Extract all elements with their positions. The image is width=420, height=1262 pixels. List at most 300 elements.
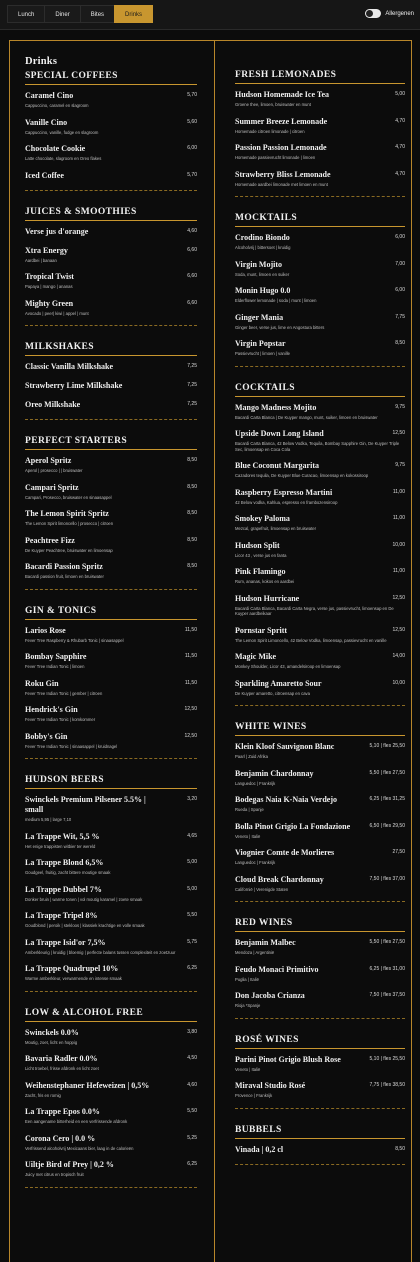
item-price: 14,00 xyxy=(392,653,405,659)
menu-item[interactable] xyxy=(25,732,197,750)
menu-item[interactable] xyxy=(25,272,197,290)
menu-item[interactable] xyxy=(235,742,405,760)
item-name: Don Jacoba Crianza xyxy=(235,991,305,1000)
item-name: Classic Vanilla Milkshake xyxy=(25,362,114,371)
item-name: La Trappe Quadrupel 10% xyxy=(25,964,119,973)
item-description: The Lemon Spirit Limoncello, 42 Below Vodka, limoensap, passievrucht en vanille xyxy=(235,637,387,643)
item-price: 6,00 xyxy=(187,145,197,151)
item-name: Oreo Milkshake xyxy=(25,400,81,409)
menu-item[interactable] xyxy=(235,875,405,893)
item-description: Rioja *Spanje xyxy=(235,1003,261,1008)
menu-item[interactable] xyxy=(25,1081,197,1099)
item-price: 4,60 xyxy=(187,1081,197,1088)
item-description: Homemade passievrucht limonade | limoen xyxy=(235,155,316,160)
item-description: Latte chocolate, slagroom en Oreo flakes xyxy=(25,156,102,161)
section-title: MOCKTAILS xyxy=(235,213,405,227)
item-price: 8,50 xyxy=(187,563,197,569)
item-name: Peachtree Fizz xyxy=(25,535,75,545)
item-description: Groene thee, limoen, bruiswater en munt xyxy=(235,102,311,107)
menu-item[interactable] xyxy=(235,594,405,617)
item-price: 8,50 xyxy=(187,457,197,463)
item-description: Een aangename bitterheid en een verfrissende afdronk xyxy=(25,1119,128,1124)
menu-item[interactable] xyxy=(25,885,197,903)
menu-item[interactable] xyxy=(25,1134,197,1152)
item-description: Fever Tree Indian Tonic | sinaasappel | kruidnagel xyxy=(25,743,118,749)
section-gin xyxy=(25,606,197,760)
column-spacer xyxy=(235,46,405,70)
item-description: Paarl | Zuid Afrika xyxy=(235,754,268,759)
section-title: WHITE WINES xyxy=(235,722,405,736)
item-price: 7,00 xyxy=(395,260,405,267)
menu-item[interactable] xyxy=(235,991,405,1009)
menu-item[interactable] xyxy=(25,1107,197,1125)
item-description: Zacht, fris en romig xyxy=(25,1092,61,1098)
item-description: Cappuccino, vanille, fudge en slagroom xyxy=(25,129,99,135)
menu-tabs xyxy=(7,5,152,23)
item-description: Alcoholvrij | bittersoet | kruidig xyxy=(235,245,291,250)
item-price: 8,50 xyxy=(187,510,197,516)
menu-item[interactable] xyxy=(235,1145,405,1155)
item-price: 5,00 xyxy=(187,859,197,865)
item-name: La Trappe Tripel 8% xyxy=(25,911,98,920)
item-name: Passion Passion Lemonade xyxy=(235,143,327,152)
item-price: 5,50 xyxy=(187,1108,197,1114)
section-rose-wines xyxy=(235,1035,405,1109)
section-divider xyxy=(235,901,405,902)
menu-item[interactable] xyxy=(235,769,405,787)
item-price: 4,50 xyxy=(187,1055,197,1061)
item-name: Miraval Studio Rosé xyxy=(235,1081,306,1090)
item-price: 6,50 | fles 29,50 xyxy=(369,822,405,829)
menu-item[interactable] xyxy=(25,858,197,876)
item-description: Elderflower lemonade | soda | munt | limoen xyxy=(235,298,317,303)
item-price: 6,25 | fles 31,25 xyxy=(369,796,405,802)
item-description: Fever Tree Raspberry & Rhubarb Tonic | sinaasappel xyxy=(25,637,124,643)
item-name: Vinada | 0,2 cl xyxy=(235,1144,284,1154)
tab-bites[interactable]: Bites xyxy=(80,5,115,23)
item-description: Cappuccino, caramel en slagroom xyxy=(25,103,89,108)
item-name: Virgin Popstar xyxy=(235,339,286,348)
item-price: 7,25 xyxy=(187,401,197,407)
item-description: medium 5,95 | large 7,10 xyxy=(25,817,72,822)
item-name: Blue Coconut Margarita xyxy=(235,461,319,470)
section-divider xyxy=(235,366,405,367)
item-name: Bombay Sapphire xyxy=(25,652,87,661)
menu-item[interactable] xyxy=(25,1160,197,1178)
item-name: Hudson Homemade Ice Tea xyxy=(235,90,330,99)
menu-item[interactable] xyxy=(25,626,197,644)
item-price: 8,50 xyxy=(187,536,197,543)
item-name: Ginger Mania xyxy=(235,312,284,322)
item-description: Mezcal, grapefruit, limoensap en bruiswater xyxy=(235,526,316,531)
section-title: ROSÉ WINES xyxy=(235,1035,405,1049)
item-name: Raspberry Espresso Martini xyxy=(235,487,333,497)
menu-item[interactable] xyxy=(25,562,197,580)
menu-item[interactable] xyxy=(235,286,405,304)
menu-item[interactable] xyxy=(25,509,197,527)
item-name: La Trappe Dubbel 7% xyxy=(25,884,102,894)
item-price: 5,25 xyxy=(187,1134,197,1141)
item-name: Sparkling Amaretto Sour xyxy=(235,678,322,688)
item-description: 42 Below vodka, Kahlua, espresso en frambozensiroop xyxy=(235,499,338,505)
item-name: Swinckels 0.0% xyxy=(25,1027,79,1037)
section-white-wines xyxy=(235,722,405,902)
item-description: Homemade aardbei limonade met limoen en munt xyxy=(235,181,328,187)
menu-item[interactable] xyxy=(235,403,405,421)
item-price: 7,50 | fles 37,50 xyxy=(369,992,405,998)
item-name: Swinckels Premium Pilsener 5.5% | small xyxy=(25,795,146,814)
item-name: Hendrick's Gin xyxy=(25,705,78,714)
item-price: 6,25 | fles 31,00 xyxy=(369,965,405,972)
item-price: 10,00 xyxy=(392,679,405,686)
item-price: 7,75 xyxy=(395,313,405,320)
section-title: HUDSON BEERS xyxy=(25,775,197,789)
item-name: Pornstar Spritt xyxy=(235,625,288,635)
menu-item[interactable] xyxy=(235,1055,405,1073)
item-name: Benjamin Chardonnay xyxy=(235,768,314,778)
item-price: 5,50 xyxy=(187,912,197,918)
item-description: Donker bruin | warme tonen | vol moutig karamel | zoete smaak xyxy=(25,896,143,902)
item-description: Goudgeel, fruitig, zacht bittere moutige smaak xyxy=(25,870,111,875)
section-beers xyxy=(25,775,197,992)
item-price: 5,00 xyxy=(187,885,197,892)
item-name: Parini Pinot Grigio Blush Rose xyxy=(235,1054,341,1064)
item-name: Bodegas Naia K-Naia Verdejo xyxy=(235,795,337,804)
item-price: 6,60 xyxy=(187,246,197,253)
item-price: 6,00 xyxy=(395,234,405,240)
item-description: Veneto | Italië xyxy=(235,833,261,839)
item-description: Licor 43 , verse jus en fanta xyxy=(235,552,287,558)
item-name: Caramel Cino xyxy=(25,91,74,100)
item-description: Fever Tree Indian Tonic | limoen xyxy=(25,664,85,669)
item-price: 5,70 xyxy=(187,171,197,178)
tab-lunch[interactable]: Lunch xyxy=(7,5,45,23)
item-name: Klein Kloof Sauvignon Blanc xyxy=(235,742,335,751)
menu-item[interactable] xyxy=(25,832,197,850)
item-description: Verfrissend alcoholvrij Mexicaans bier, laag in de calorieën xyxy=(25,1145,134,1151)
menu-title: Drinks xyxy=(25,56,58,67)
item-description: Rueda | Spanje xyxy=(235,807,264,812)
item-price: 7,75 | fles 38,50 xyxy=(369,1082,405,1088)
item-name: Bobby's Gin xyxy=(25,731,68,741)
item-name: La Trappe Wit, 5,5 % xyxy=(25,831,100,841)
item-name: Tropical Twist xyxy=(25,272,74,281)
item-price: 3,80 xyxy=(187,1028,197,1035)
item-name: Larios Rose xyxy=(25,625,66,635)
menu-item[interactable] xyxy=(235,626,405,644)
section-divider xyxy=(25,758,197,759)
item-description: Soda, munt, limoen en suiker xyxy=(235,271,290,277)
menu-item[interactable] xyxy=(25,679,197,697)
menu-column-right xyxy=(235,46,405,1181)
menu-item[interactable] xyxy=(235,461,405,479)
item-description: Mendoza | Argentinië xyxy=(235,950,275,955)
item-description: Het enige trappisten witbier ter wereld xyxy=(25,843,96,849)
menu-item[interactable] xyxy=(25,91,197,109)
item-price: 4,70 xyxy=(395,117,405,124)
item-price: 6,00 xyxy=(395,287,405,293)
item-description: Bacardi passion fruit, limoen en bruiswater xyxy=(25,574,104,579)
menu-item[interactable] xyxy=(235,233,405,251)
item-name: Smokey Paloma xyxy=(235,514,290,523)
section-title: BUBBELS xyxy=(235,1125,405,1139)
item-name: Aperol Spritz xyxy=(25,456,72,465)
item-price: 11,00 xyxy=(392,515,405,521)
item-price: 12,50 xyxy=(184,732,197,739)
menu-item[interactable] xyxy=(235,1081,405,1099)
section-starters xyxy=(25,436,197,590)
item-price: 6,25 xyxy=(187,965,197,971)
item-price: 7,25 xyxy=(187,363,197,369)
item-name: Upside Down Long Island xyxy=(235,429,324,438)
item-price: 11,50 xyxy=(184,679,197,686)
tab-drinks[interactable]: Drinks xyxy=(114,5,153,23)
menu-item[interactable] xyxy=(235,652,405,670)
section-title: COCKTAILS xyxy=(235,383,405,397)
item-name: Roku Gin xyxy=(25,678,59,688)
item-name: The Lemon Spirit Spritz xyxy=(25,509,109,518)
item-name: La Trappe Isid'or 7,5% xyxy=(25,937,106,947)
section-special-coffees xyxy=(25,71,197,191)
item-description: Bacardi Carta Blanca, Bacardi Carta Negra, verse jus, passievrucht, limoensap en De Kuyper aardbeikaar xyxy=(235,605,394,616)
item-name: Hudson Hurricane xyxy=(235,593,300,603)
item-price: 10,00 xyxy=(392,541,405,548)
menu-item[interactable] xyxy=(25,964,197,982)
menu-item[interactable] xyxy=(25,381,197,391)
item-price: 5,00 xyxy=(395,91,405,97)
item-name: Bavaria Radler 0.0% xyxy=(25,1054,98,1063)
menu-item[interactable] xyxy=(25,795,197,823)
section-title: MILKSHAKES xyxy=(25,342,197,356)
item-name: Campari Spritz xyxy=(25,482,79,492)
item-description: Passievrucht | limoen | vanille xyxy=(235,351,291,356)
item-description: Campari, Prosecco, bruiswater en sinaasappel xyxy=(25,494,112,500)
menu-item[interactable] xyxy=(25,1054,197,1072)
menu-item[interactable] xyxy=(25,400,197,410)
section-title: RED WINES xyxy=(235,918,405,932)
item-name: Bolla Pinot Grigio La Fondazione xyxy=(235,821,351,831)
item-description: Bacardi Carta Blanca, 42 Below Vodka, Tequila, Bombay Sapphire Gin, De Kuyper Triple Sec, limoensap en Coca Cola xyxy=(235,441,400,452)
section-milkshakes xyxy=(25,342,197,420)
menu-item[interactable] xyxy=(25,652,197,670)
menu-item[interactable] xyxy=(235,822,405,840)
menu-item[interactable] xyxy=(235,339,405,357)
menu-item[interactable] xyxy=(235,143,405,161)
section-title: JUICES & SMOOTHIES xyxy=(25,207,197,221)
item-name: Feudo Monaci Primitivo xyxy=(235,964,319,974)
item-description: Licht troebel, frisse afdronk en licht zoet xyxy=(25,1066,99,1071)
section-bubbels xyxy=(235,1125,405,1165)
menu-item[interactable] xyxy=(25,705,197,723)
item-description: Fever Tree Indian Tonic | komkommer xyxy=(25,717,96,722)
item-price: 9,75 xyxy=(395,462,405,468)
section-divider xyxy=(25,1187,197,1188)
item-name: Mango Madness Mojito xyxy=(235,402,317,412)
item-name: Bacardi Passion Spritz xyxy=(25,562,103,571)
item-price: 5,60 xyxy=(187,118,197,125)
item-name: Strawberry Bliss Lemonade xyxy=(235,169,331,179)
item-description: De Kuyper amaretto, citroensap en cava xyxy=(235,690,310,696)
menu-item[interactable] xyxy=(235,541,405,559)
menu-item[interactable] xyxy=(25,299,197,317)
menu-item[interactable] xyxy=(235,938,405,956)
section-cocktails xyxy=(235,383,405,707)
menu-item[interactable] xyxy=(25,911,197,929)
menu-item[interactable] xyxy=(25,362,197,372)
item-price: 8,50 xyxy=(395,1145,405,1152)
item-name: Mighty Green xyxy=(25,298,74,308)
section-divider xyxy=(235,1164,405,1165)
item-description: Cazadores tequila, De Kuyper Blue Curacao, limoensap en kokossiroop xyxy=(235,473,369,478)
item-price: 27,50 xyxy=(392,849,405,855)
item-description: Papaya | mango | ananas xyxy=(25,284,73,289)
item-description: Ginger beer, verse jus, lime en Angostura bitters xyxy=(235,324,325,330)
allergen-toggle[interactable] xyxy=(365,9,381,18)
item-name: Iced Coffee xyxy=(25,170,64,180)
menu-item[interactable] xyxy=(235,117,405,135)
section-divider xyxy=(25,991,197,992)
item-description: Rum, ananas, kokos en aardbei xyxy=(235,579,295,584)
item-name: Weihenstephaner Hefeweizen | 0,5% xyxy=(25,1080,150,1090)
item-price: 11,50 xyxy=(184,653,197,659)
item-name: Virgin Mojito xyxy=(235,259,283,269)
item-name: Pink Flamingo xyxy=(235,567,286,576)
item-name: Chocolate Cookie xyxy=(25,144,86,153)
item-price: 12,50 xyxy=(184,706,197,712)
menu-item[interactable] xyxy=(235,260,405,278)
section-divider xyxy=(25,190,197,191)
item-name: Crodino Biondo xyxy=(235,233,290,242)
menu-item[interactable] xyxy=(25,483,197,501)
item-name: Vanille Cino xyxy=(25,117,68,127)
item-description: Warme amberkleur, verwarmende en intense smaak xyxy=(25,976,122,981)
item-name: Magic Mike xyxy=(235,652,277,661)
item-price: 4,65 xyxy=(187,832,197,839)
item-price: 5,50 | fles 27,50 xyxy=(369,939,405,945)
item-description: The Lemon Spirit limoncello | prosecco | citroen xyxy=(25,521,114,526)
menu-item[interactable] xyxy=(235,313,405,331)
menu-item[interactable] xyxy=(235,514,405,532)
item-name: Cloud Break Chardonnay xyxy=(235,874,324,884)
section-red-wines xyxy=(235,918,405,1019)
section-divider xyxy=(25,589,197,590)
menu-item[interactable] xyxy=(235,90,405,108)
menu-item[interactable] xyxy=(235,795,405,813)
section-title: FRESH LEMONADES xyxy=(235,70,405,84)
menu-item[interactable] xyxy=(25,536,197,554)
allergen-label: Allergenen xyxy=(385,10,414,17)
item-description: Amberkleurig | kruidig | bloemig | perfecte balans tussen complexiteit en zoetzuur xyxy=(25,949,176,955)
item-price: 12,50 xyxy=(392,594,405,601)
item-price: 8,50 xyxy=(187,483,197,490)
item-description: Bacardi Carta Blanca | De Kuyper mango, munt, suiker, limoen en bruiswater xyxy=(235,414,378,420)
menu-item[interactable] xyxy=(235,965,405,983)
menu-item[interactable] xyxy=(235,679,405,697)
menu-item[interactable] xyxy=(25,227,197,237)
menu-item[interactable] xyxy=(25,1028,197,1046)
section-divider xyxy=(25,325,197,326)
item-price: 6,60 xyxy=(187,299,197,306)
item-description: Fever Tree Indian Tonic | gember | citroen xyxy=(25,690,103,696)
item-name: Summer Breeze Lemonade xyxy=(235,116,328,126)
section-divider xyxy=(235,705,405,706)
item-price: 8,50 xyxy=(395,340,405,346)
item-name: Xtra Energy xyxy=(25,245,68,255)
item-name: Uiltje Bird of Prey | 0,2 % xyxy=(25,1160,114,1169)
menu-item[interactable] xyxy=(25,938,197,956)
item-price: 4,70 xyxy=(395,144,405,150)
tab-diner[interactable]: Diner xyxy=(44,5,80,23)
top-bar xyxy=(0,0,420,30)
section-divider xyxy=(235,196,405,197)
item-name: Benjamin Malbec xyxy=(235,938,296,947)
item-description: Veneto | Italië xyxy=(235,1066,261,1072)
section-title: GIN & TONICS xyxy=(25,606,197,620)
item-description: Puglia | Italië xyxy=(235,976,259,982)
item-price: 5,70 xyxy=(187,92,197,98)
menu-item[interactable] xyxy=(25,144,197,162)
menu-item[interactable] xyxy=(235,848,405,866)
menu-item[interactable] xyxy=(235,429,405,452)
item-price: 7,25 xyxy=(187,382,197,388)
item-description: Juicy met citrus en tropisch fruit xyxy=(25,1172,84,1177)
section-divider xyxy=(235,1108,405,1109)
section-divider xyxy=(25,419,197,420)
item-price: 9,75 xyxy=(395,403,405,410)
menu-item[interactable] xyxy=(235,488,405,506)
item-price: 5,75 xyxy=(187,938,197,945)
section-mocktails xyxy=(235,213,405,367)
menu-item[interactable] xyxy=(25,456,197,474)
item-price: 4,60 xyxy=(187,227,197,234)
section-lemonades xyxy=(235,70,405,197)
menu-column-left xyxy=(25,46,197,1204)
section-title: SPECIAL COFFEES xyxy=(25,71,197,85)
item-price: 6,25 xyxy=(187,1161,197,1167)
allergen-toggle-group xyxy=(365,9,414,18)
item-description: Aperol | prosecco | | bruiswater xyxy=(25,468,83,473)
item-name: Corona Cero | 0.0 % xyxy=(25,1133,96,1143)
menu-item[interactable] xyxy=(25,171,197,181)
toggle-knob-icon xyxy=(366,10,373,17)
column-divider xyxy=(214,40,215,1262)
item-description: Californië | Verenigde Staten xyxy=(235,886,289,892)
item-name: Hudson Split xyxy=(235,540,280,550)
menu-item[interactable] xyxy=(25,118,197,136)
item-description: Aardbei | banaan xyxy=(25,257,57,263)
menu-item[interactable] xyxy=(25,246,197,264)
item-price: 12,50 xyxy=(392,626,405,633)
menu-item[interactable] xyxy=(235,170,405,188)
section-title: LOW & ALCOHOL FREE xyxy=(25,1008,197,1022)
menu-item[interactable] xyxy=(235,567,405,585)
item-name: La Trappe Epos 0.0% xyxy=(25,1107,100,1116)
item-description: Goudblond | peroik | stekloos | klassiek krachtige en volle smaak xyxy=(25,923,145,928)
item-price: 5,10 | fles 25,50 xyxy=(369,743,405,749)
item-name: Verse jus d'orange xyxy=(25,226,89,236)
item-description: De Kuyper Peachtree, bruiswater en limoensap xyxy=(25,547,113,553)
item-description: Homemade citroen limonade | citroen xyxy=(235,128,305,134)
item-name: Monin Hugo 0.0 xyxy=(235,286,291,295)
item-name: Viognier Comte de Morlieres xyxy=(235,848,335,857)
section-juices xyxy=(25,207,197,327)
item-price: 11,00 xyxy=(392,568,405,574)
item-description: Provence | Frankrijk xyxy=(235,1093,273,1098)
item-price: 12,50 xyxy=(392,430,405,436)
item-description: Languedoc | Frankrijk xyxy=(235,860,276,865)
item-description: Monkey Shoulder, Licor 43, amandelsiroop en limoensap xyxy=(235,664,341,669)
item-price: 4,70 xyxy=(395,170,405,177)
